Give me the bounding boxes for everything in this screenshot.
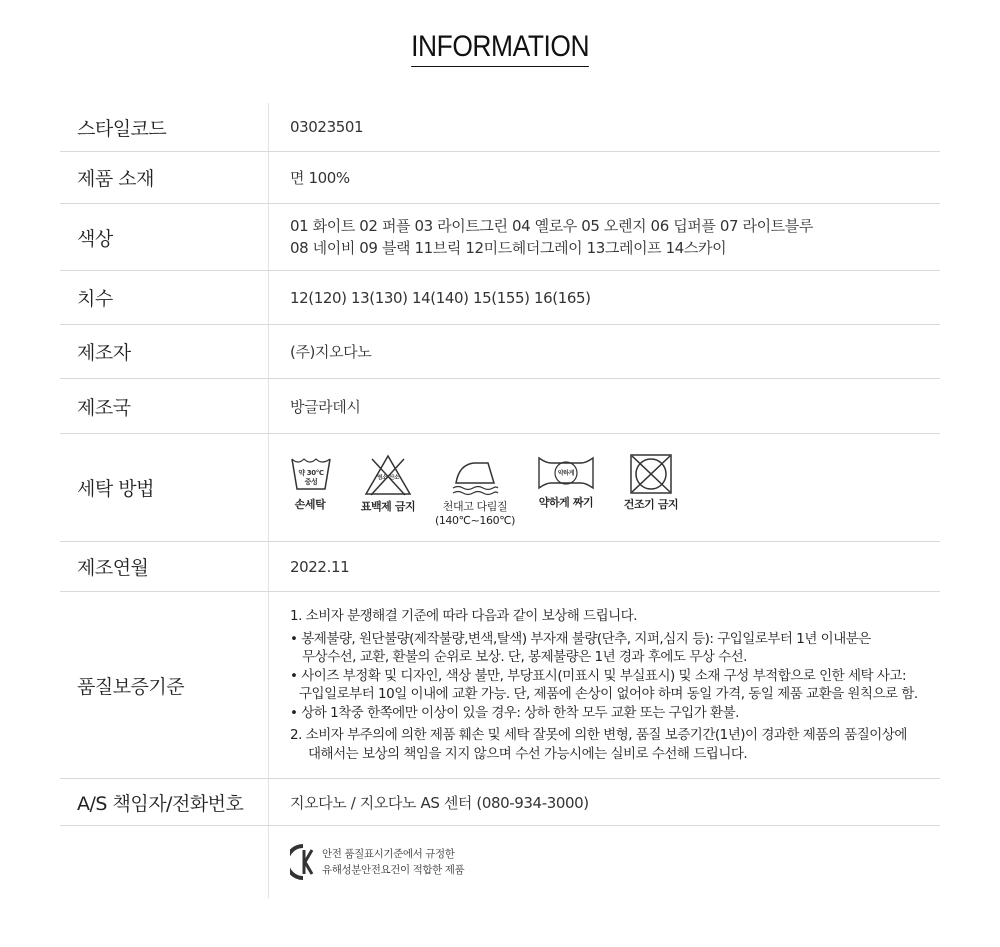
page-title: INFORMATION bbox=[411, 30, 589, 67]
hand-wash-temp: 약 30°C bbox=[298, 468, 324, 477]
no-bleach-icon bbox=[363, 453, 413, 497]
value-cell bbox=[268, 204, 940, 270]
row-style-code bbox=[60, 103, 940, 152]
gentle-wring-caption: 약하게 짜기 bbox=[538, 495, 594, 509]
kc-line-1: 안전 품질표시기준에서 규정한 bbox=[322, 848, 455, 860]
label-size: 치수 bbox=[77, 288, 113, 310]
no-tumble-dry-item bbox=[623, 453, 679, 512]
warranty-bullet-2b: 구입일로부터 10일 이내에 교환 가능. 단, 제품에 손상이 없어야 하며 동일 가격, 동일 제품 교환을 원칙으로 함. bbox=[299, 686, 918, 702]
no-bleach-item bbox=[362, 453, 414, 514]
hand-wash-caption: 손세탁 bbox=[294, 497, 326, 511]
value-cell bbox=[268, 592, 940, 778]
row-as bbox=[60, 779, 940, 826]
warranty-bullet-3: • 상하 1착중 한쪽에만 이상이 있을 경우: 상하 한착 모두 교환 또는 구입가 환불. bbox=[290, 704, 739, 721]
warranty-item-1: 1. 소비자 분쟁해결 기준에 따라 다음과 같이 보상해 드립니다. bbox=[290, 608, 637, 624]
label-material: 제품 소재 bbox=[77, 168, 154, 190]
warranty-text bbox=[290, 607, 918, 763]
value-country: 방글라데시 bbox=[290, 397, 361, 416]
no-bleach-oxygen: 산소 bbox=[389, 474, 399, 481]
label-style-code: 스타일코드 bbox=[77, 117, 167, 140]
row-washing bbox=[60, 434, 940, 542]
gentle-wring-inner: 약하게 bbox=[557, 469, 575, 477]
value-cell bbox=[268, 826, 940, 898]
iron-cloth-icon bbox=[450, 453, 500, 497]
value-cell bbox=[268, 103, 940, 151]
warranty-item-2a: 2. 소비자 부주의에 의한 제품 훼손 및 세탁 잘못에 의한 변형, 품질 보증기간(1년)이 경과한 제품의 품질이상에 bbox=[290, 727, 907, 743]
value-maker: (주)지오다노 bbox=[290, 343, 372, 361]
washing-icons bbox=[290, 453, 679, 527]
kc-mark bbox=[290, 844, 464, 880]
no-tumble-dry-caption: 건조기 금지 bbox=[623, 497, 679, 511]
warranty-bullet-2a: • 사이즈 부정확 및 디자인, 색상 불만, 부당표시(미표시 및 부실표시) 및 소재 구성 부적합으로 인한 세탁 사고: bbox=[290, 667, 907, 684]
value-size: 12(120) 13(130) 14(140) 15(155) 16(165) bbox=[290, 288, 591, 307]
value-as: 지오다노 / 지오다노 AS 센터 (080-934-3000) bbox=[290, 793, 589, 812]
value-color-line2: 08 네이비 09 블랙 11브릭 12미드헤더그레이 13그레이프 14스카이 bbox=[290, 239, 727, 257]
label-warranty: 품질보증기준 bbox=[77, 675, 185, 698]
label-country: 제조국 bbox=[77, 396, 131, 419]
warranty-bullet-1b: 무상수선, 교환, 환불의 순위로 보상. 단, 봉제불량은 1년 경과 후에도 무상 수선. bbox=[302, 649, 747, 665]
hand-wash-neutral: 중성 bbox=[304, 477, 318, 486]
row-color bbox=[60, 204, 940, 271]
iron-caption: 천대고 다림질 bbox=[442, 499, 508, 513]
gentle-wring-item bbox=[536, 453, 596, 510]
row-warranty bbox=[60, 592, 940, 779]
row-material bbox=[60, 152, 940, 204]
row-maker bbox=[60, 325, 940, 379]
no-bleach-chlorine: 염소 bbox=[377, 474, 387, 481]
value-cell bbox=[268, 271, 940, 324]
value-cell bbox=[268, 434, 940, 541]
hand-wash-item bbox=[290, 453, 330, 512]
value-cell bbox=[268, 542, 940, 591]
iron-cloth-item bbox=[434, 453, 516, 527]
kc-line-2: 유해성분안전요건이 적합한 제품 bbox=[322, 864, 465, 876]
row-country bbox=[60, 379, 940, 434]
value-date: 2022.11 bbox=[290, 557, 350, 576]
row-date bbox=[60, 542, 940, 592]
no-bleach-caption: 표백제 금지 bbox=[360, 499, 416, 513]
page-title-wrap bbox=[0, 30, 1000, 67]
gentle-wring-icon bbox=[536, 453, 596, 493]
warranty-item-2b: 대해서는 보상의 책임을 지지 않으며 수선 가능시에는 실비로 수선해 드립니다. bbox=[308, 745, 748, 762]
value-color-line1: 01 화이트 02 퍼플 03 라이트그린 04 옐로우 05 오렌지 06 딥퍼플 07 라이트블루 bbox=[290, 217, 813, 235]
label-maker: 제조자 bbox=[77, 342, 131, 364]
iron-caption-temp: (140℃~160℃) bbox=[434, 513, 516, 527]
hand-wash-icon bbox=[290, 453, 332, 495]
info-table bbox=[60, 103, 940, 898]
value-material: 면 100% bbox=[290, 169, 350, 187]
label-as: A/S 책임자/전화번호 bbox=[77, 792, 244, 815]
kc-certification-icon bbox=[290, 844, 316, 880]
row-size bbox=[60, 271, 940, 325]
value-cell bbox=[268, 379, 940, 433]
label-date: 제조연월 bbox=[77, 557, 149, 579]
warranty-bullet-1a: • 봉제불량, 원단불량(제작불량,변색,탈색) 부자재 불량(단추, 지퍼,심지 등): 구입일로부터 1년 이내분은 bbox=[290, 630, 871, 647]
label-washing: 세탁 방법 bbox=[77, 478, 154, 500]
value-cell bbox=[268, 152, 940, 203]
value-style-code: 03023501 bbox=[290, 118, 364, 136]
value-cell bbox=[268, 779, 940, 825]
row-kc bbox=[60, 826, 940, 898]
value-cell bbox=[268, 325, 940, 378]
no-tumble-dry-icon bbox=[629, 453, 673, 495]
label-color: 색상 bbox=[77, 227, 113, 250]
